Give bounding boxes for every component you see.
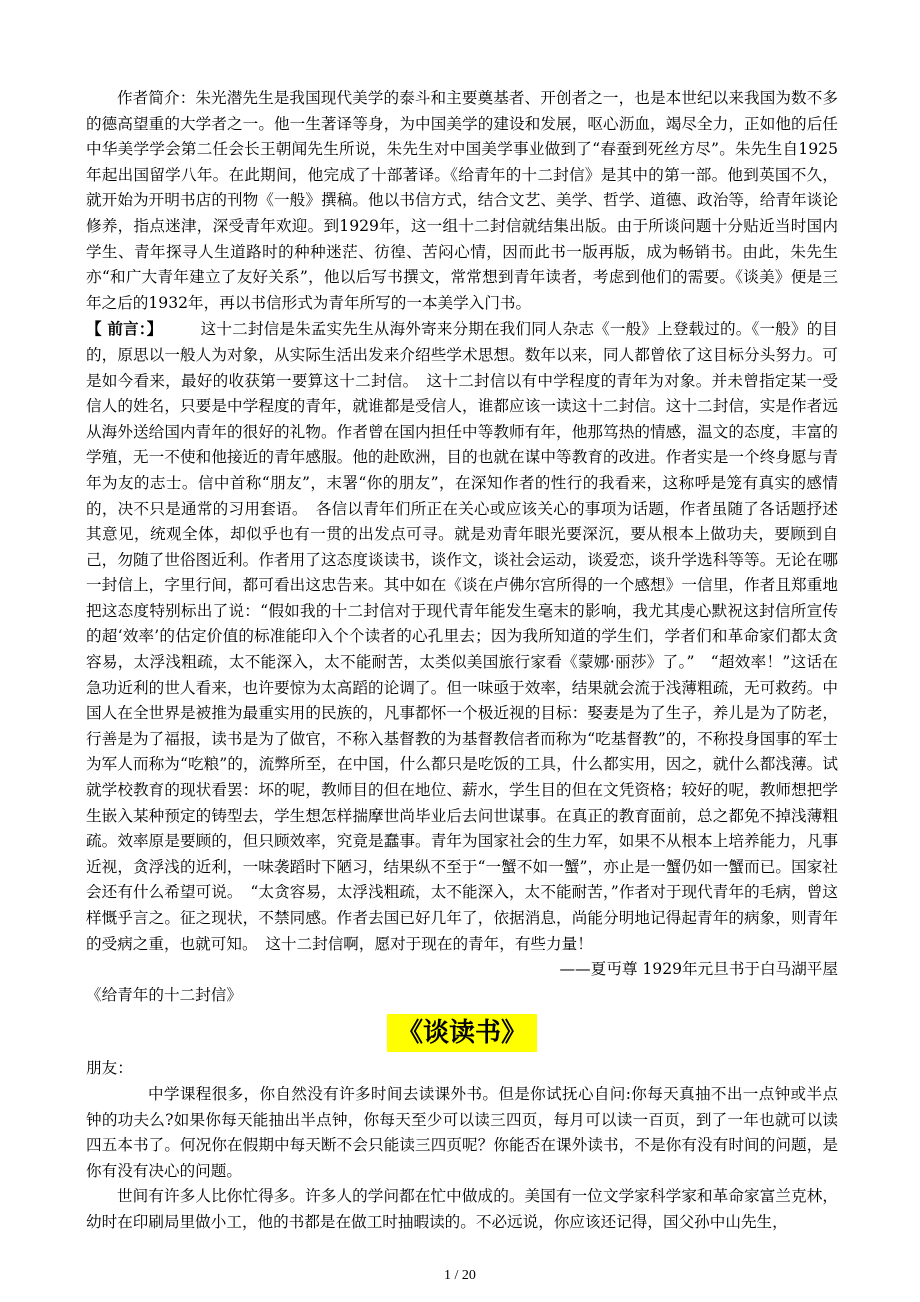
salutation: 朋友： [86, 1059, 133, 1078]
page-number: 1 / 20 [444, 1268, 476, 1283]
book-title-line: 《给青年的十二封信》 [86, 985, 242, 1004]
author-bio-paragraph: 作者简介：朱光潜先生是我国现代美学的泰斗和主要奠基者、开创者之一，也是本世纪以来我国为数不多的德高望重的大学者之一。他一生著译等身，为中国美学的建设和发展，呕心沥血，竭尽全力，正如他的后任中华美学学会第二任会长王朝闻先生所说，朱先生对中国美学事业做到了“春蚕到死丝方尽”。朱先生自1925年起出国留学八年。在此期间，他完成了十部著译。《给青年的十二封信》是其中的第一部。他到英国不久，就开始为开明书店的刊物《一般》撰稿。他以书信方式，结合文艺、美学、哲学、道德、政治等，给青年谈论修养，指点迷津，深受青年欢迎。到1929年，这一组十二封信就结集出版。由于所谈问题十分贴近当时国内学生、青年探寻人生道路时的种种迷茫、彷徨、苦闷心情，因而此书一版再版，成为畅销书。由此，朱先生亦“和广大青年建立了友好关系”，他以后写书撰文，常常想到青年读者，考虑到他们的需要。《谈美》便是三年之后的1932年，再以书信形式为青年所写的一本美学入门书。 [86, 89, 838, 312]
chapter-title-wrap [86, 1014, 838, 1052]
preface-paragraph [86, 316, 838, 957]
preface-text: 这十二封信是朱孟实先生从海外寄来分期在我们同人杂志《一般》上登载过的。《一般》的目的，原思以一般人为对象，从实际生活出发来介绍些学术思想。数年以来，同人都曾依了这目标分头努力。可是如今看来，最好的收获第一要算这十二封信。 这十二封信以有中学程度的青年为对象。并未曾指定某一受信人的姓名，只要是中学程度的青年，就谁都是受信人，谁都应该一读这十二封信。这十二封信，实是作者远从海外送给国内青年的很好的礼物。作者曾在国内担任中等教师有年，他那笃热的情感，温文的态度，丰富的学殖，无一不使和他接近的青年感服。他的赴欧洲，目的也就在谋中等教育的改进。作者实是一个终身愿与青年为友的志士。信中首称“朋友”，末署“你的朋友”，在深知作者的性行的我看来，这称呼是笼有真实的感情的，决不只是通常的习用套语。 各信以青年们所正在关心或应该关心的事项为话题，作者虽随了各话题抒述其意见，统观全体，却似乎也有一贯的出发点可寻。就是劝青年眼光要深沉，要从根本上做功夫，要顾到自己，勿随了世俗图近利。作者用了这态度谈读书，谈作文，谈社会运动，谈爱恋，谈升学选科等等。无论在哪一封信上，字里行间，都可看出这忠告来。其中如在《谈在卢佛尔宫所得的一个感想》一信里，作者且郑重地把这态度特别标出了说：“假如我的十二封信对于现代青年能发生毫末的影响，我尤其虔心默祝这封信所宣传的超‘效率’的估定价值的标准能印入个个读者的心孔里去；因为我所知道的学生们，学者们和革命家们都太贪容易，太浮浅粗疏，太不能深入，太不能耐苦，太类似美国旅行家看《蒙娜·丽莎》了。” “超效率！”这话在急功近利的世人看来，也许要惊为太高蹈的论调了。但一味亟于效率，结果就会流于浅薄粗疏，无可救药。中国人在全世界是被推为最重实用的民族的，凡事都怀一个极近视的目标：娶妻是为了生子，养儿是为了防老，行善是为了福报，读书是为了做官，不称入基督教的为基督教信者而称为“吃基督教”的，不称投身国事的军士为军人而称为“吃粮”的，流弊所至，在中国，什么都只是吃饭的工具，什么都实用，因之，就什么都浅薄。试就学校教育的现状看罢：坏的呢，教师目的但在地位、薪水，学生目的但在文凭资格；较好的呢，教师想把学生嵌入某种预定的铸型去，学生想怎样揣摩世尚毕业后去问世谋事。在真正的教育面前，总之都免不掉浅薄粗疏。效率原是要顾的，但只顾效率，究竟是蠢事。青年为国家社会的生力军，如果不从根本上培养能力，凡事近视，贪浮浅的近利，一味袭蹈时下陋习，结果纵不至于“一蟹不如一蟹”，亦止是一蟹仍如一蟹而已。国家社会还有什么希望可说。 “太贪容易，太浮浅粗疏，太不能深入，太不能耐苦，”作者对于现代青年的毛病，曾这样慨乎言之。征之现状，不禁同感。作者去国已好几年了，依据消息，尚能分明地记得起青年的病象，则青年的受病之重，也就可知。 这十二封信啊，愿对于现在的青年，有些力量！ [86, 320, 838, 953]
document-body [86, 86, 838, 1236]
preface-label: 【 前言：】 [86, 319, 163, 339]
chapter-paragraph-2: 世间有许多人比你忙得多。许多人的学问都在忙中做成的。美国有一位文学家科学家和革命家富兰克林，幼时在印刷局里做小工，他的书都是在做工时抽暇读的。不必远说，你应该还记得，国父孙中山先生， [86, 1187, 838, 1231]
preface-signature: ——夏丏尊 1929年元旦书于白马湖平屋 [559, 960, 838, 979]
chapter-title: 《谈读书》 [387, 1014, 537, 1052]
chapter-paragraph-1: 中学课程很多，你自然没有许多时间去读课外书。但是你试抚心自问:你每天真抽不出一点钟或半点钟的功夫么?如果你每天能抽出半点钟，你每天至少可以读三四页，每月可以读一百页，到了一年也就可以读四五本书了。何况你在假期中每天断不会只能读三四页呢？你能否在课外读书，不是你有没有时间的问题，是你有没有决心的问题。 [86, 1084, 838, 1180]
